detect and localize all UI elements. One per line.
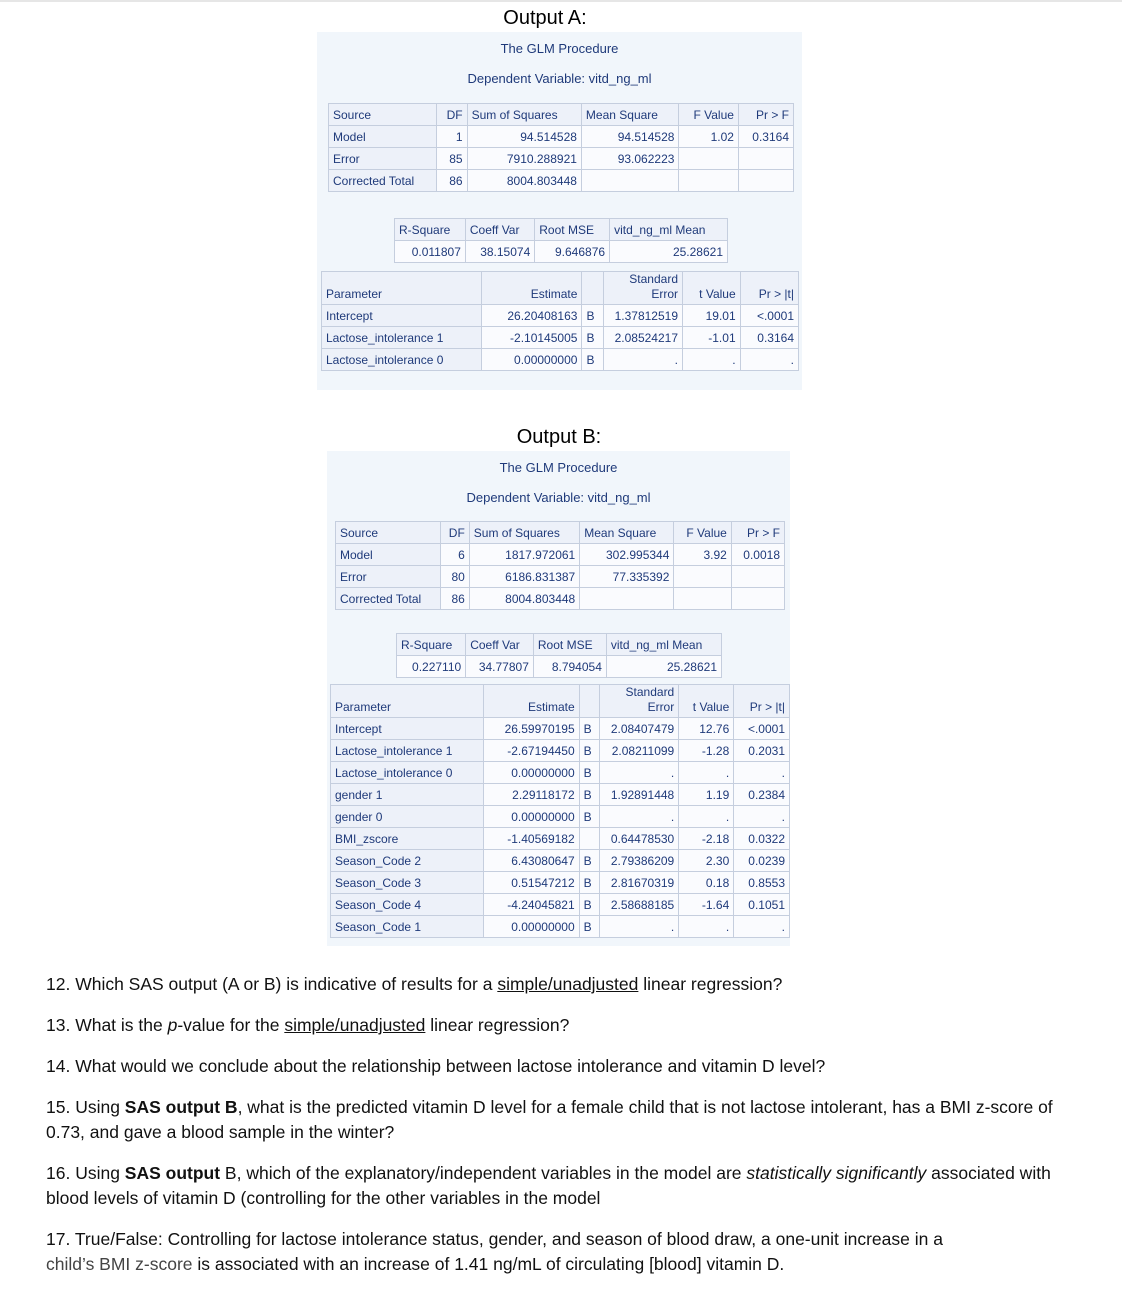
table-row xyxy=(395,241,728,263)
cell: 26.59970195 xyxy=(483,718,579,740)
cell: 1.92891448 xyxy=(600,784,679,806)
question-text: is associated with an increase of 1.41 ng/mL of circulating [blood] vitamin D. xyxy=(192,1254,785,1274)
cell xyxy=(738,148,793,170)
table-row xyxy=(331,718,790,740)
col-header: Root MSE xyxy=(533,634,606,656)
cell: 2.79386209 xyxy=(600,850,679,872)
row-label: gender 0 xyxy=(331,806,484,828)
question-text: 12. Which SAS output (A or B) is indicative of results for a xyxy=(46,974,498,994)
italic-term: p xyxy=(167,1015,178,1035)
cell: 9.646876 xyxy=(535,241,610,263)
cell: . xyxy=(683,349,741,371)
questions-section xyxy=(46,972,1086,1293)
cell: 85 xyxy=(437,148,467,170)
cell: 0.00000000 xyxy=(483,806,579,828)
cell: 6186.831387 xyxy=(469,566,579,588)
cell: 0.3164 xyxy=(740,327,798,349)
col-header: Pr > F xyxy=(731,522,784,544)
row-label: Season_Code 3 xyxy=(331,872,484,894)
row-label: Corrected Total xyxy=(336,588,441,610)
cell: 94.514528 xyxy=(467,126,581,148)
row-label: Model xyxy=(329,126,437,148)
table-row xyxy=(397,656,722,678)
cell: -1.40569182 xyxy=(483,828,579,850)
cell: <.0001 xyxy=(734,718,790,740)
row-label: Lactose_intolerance 1 xyxy=(322,327,482,349)
bold-term: SAS output B xyxy=(124,1097,238,1117)
cell: -1.01 xyxy=(683,327,741,349)
cell: 0.0239 xyxy=(734,850,790,872)
table-header-row xyxy=(329,104,794,126)
cell: . xyxy=(600,806,679,828)
cell xyxy=(731,588,784,610)
output-b-heading: Output B: xyxy=(516,426,602,448)
row-label: Season_Code 1 xyxy=(331,916,484,938)
cell: B xyxy=(582,349,604,371)
cell: 8004.803448 xyxy=(467,170,581,192)
cell: 0.00000000 xyxy=(483,762,579,784)
cell: B xyxy=(579,894,600,916)
cell: B xyxy=(579,850,600,872)
cell: 25.28621 xyxy=(610,241,728,263)
output-b-fit-table xyxy=(396,633,722,678)
col-header: R-Square xyxy=(397,634,466,656)
col-header: Source xyxy=(329,104,437,126)
cell xyxy=(579,828,600,850)
col-header: DF xyxy=(437,104,467,126)
col-header: Pr > F xyxy=(738,104,793,126)
col-header: Estimate xyxy=(482,272,582,305)
table-row xyxy=(336,588,785,610)
question-16 xyxy=(46,1161,1086,1211)
question-13 xyxy=(46,1013,1086,1038)
cell: 12.76 xyxy=(679,718,734,740)
cell: 2.08211099 xyxy=(600,740,679,762)
cell: 0.2384 xyxy=(734,784,790,806)
cell: 77.335392 xyxy=(580,566,674,588)
cell: 26.20408163 xyxy=(482,305,582,327)
table-row xyxy=(331,740,790,762)
row-label: Lactose_intolerance 1 xyxy=(331,740,484,762)
underlined-term: simple/unadjusted xyxy=(497,974,639,994)
top-divider xyxy=(0,0,1122,2)
col-header xyxy=(579,685,600,718)
cell xyxy=(679,170,739,192)
table-row xyxy=(331,894,790,916)
cell: 302.995344 xyxy=(580,544,674,566)
cell: 25.28621 xyxy=(606,656,721,678)
cell: 6 xyxy=(440,544,469,566)
output-a-procedure: The GLM Procedure xyxy=(500,41,619,56)
cell xyxy=(731,566,784,588)
table-row xyxy=(331,828,790,850)
question-text: 16. Using xyxy=(46,1163,125,1183)
output-a-anova-table xyxy=(328,103,794,192)
cell: . xyxy=(604,349,683,371)
row-label: Season_Code 2 xyxy=(331,850,484,872)
cell: B xyxy=(579,916,600,938)
question-text: linear regression? xyxy=(638,974,783,994)
cell: 8004.803448 xyxy=(469,588,579,610)
cell: 86 xyxy=(437,170,467,192)
table-row xyxy=(336,544,785,566)
table-header-row xyxy=(397,634,722,656)
col-header: Root MSE xyxy=(535,219,610,241)
table-header-row xyxy=(336,522,785,544)
cell: 0.51547212 xyxy=(483,872,579,894)
col-header: Coeff Var xyxy=(466,634,534,656)
cell: -2.67194450 xyxy=(483,740,579,762)
cell: 7910.288921 xyxy=(467,148,581,170)
question-15 xyxy=(46,1095,1086,1145)
table-row xyxy=(322,305,799,327)
table-row xyxy=(331,850,790,872)
output-b-procedure: The GLM Procedure xyxy=(499,460,618,475)
row-label: Intercept xyxy=(322,305,482,327)
table-row xyxy=(329,148,794,170)
col-header: Pr > |t| xyxy=(734,685,790,718)
cell xyxy=(580,588,674,610)
cell: 0.64478530 xyxy=(600,828,679,850)
output-a-dependent: Dependent Variable: vitd_ng_ml xyxy=(467,71,652,86)
cell: 93.062223 xyxy=(581,148,679,170)
cell: 3.92 xyxy=(674,544,731,566)
col-header: Standard Error xyxy=(604,272,683,305)
question-text: , what is the predicted vitamin D level for a female child that is not lactose intolerant, has a BMI z-score of 0.73, and gave a blood sample in the winter? xyxy=(46,1097,1053,1142)
col-header: Sum of Squares xyxy=(467,104,581,126)
output-a-heading: Output A: xyxy=(503,7,587,29)
cell: 2.29118172 xyxy=(483,784,579,806)
question-text: B, which of the explanatory/independent variables in the model are xyxy=(220,1163,747,1183)
table-row xyxy=(331,872,790,894)
col-header: Coeff Var xyxy=(465,219,534,241)
cell: -4.24045821 xyxy=(483,894,579,916)
row-label: Model xyxy=(336,544,441,566)
cell: 0.00000000 xyxy=(482,349,582,371)
row-label: BMI_zscore xyxy=(331,828,484,850)
col-header: Sum of Squares xyxy=(469,522,579,544)
col-header: Estimate xyxy=(483,685,579,718)
row-label: Lactose_intolerance 0 xyxy=(331,762,484,784)
table-row xyxy=(336,566,785,588)
col-header: Mean Square xyxy=(580,522,674,544)
cell: B xyxy=(579,762,600,784)
cell: B xyxy=(579,718,600,740)
row-label: Lactose_intolerance 0 xyxy=(322,349,482,371)
cell: 0.00000000 xyxy=(483,916,579,938)
cell: -2.18 xyxy=(679,828,734,850)
cell: B xyxy=(582,327,604,349)
table-header-row xyxy=(395,219,728,241)
cell: B xyxy=(579,872,600,894)
cell: 8.794054 xyxy=(533,656,606,678)
question-text: 13. What is the xyxy=(46,1015,168,1035)
question-12 xyxy=(46,972,1086,997)
cell: B xyxy=(579,784,600,806)
cell: -2.10145005 xyxy=(482,327,582,349)
cell: 0.0322 xyxy=(734,828,790,850)
italic-term: statistically significantly xyxy=(746,1163,927,1183)
cell: 1.02 xyxy=(679,126,739,148)
cell xyxy=(679,148,739,170)
cell xyxy=(674,588,731,610)
output-a-fit-table xyxy=(394,218,728,263)
cell: 0.18 xyxy=(679,872,734,894)
col-header: vitd_ng_ml Mean xyxy=(606,634,721,656)
cell: B xyxy=(579,740,600,762)
cell: 1.37812519 xyxy=(604,305,683,327)
row-label: Error xyxy=(329,148,437,170)
col-header: t Value xyxy=(679,685,734,718)
question-text: linear regression? xyxy=(425,1015,570,1035)
cell: 2.08407479 xyxy=(600,718,679,740)
col-header: DF xyxy=(440,522,469,544)
col-header: Standard Error xyxy=(600,685,679,718)
cell: . xyxy=(679,762,734,784)
row-label: Season_Code 4 xyxy=(331,894,484,916)
cell: 86 xyxy=(440,588,469,610)
cell: 2.81670319 xyxy=(600,872,679,894)
cell: 38.15074 xyxy=(465,241,534,263)
question-text: 14. What would we conclude about the relationship between lactose intolerance and vitamin D level? xyxy=(46,1056,826,1076)
cell: . xyxy=(679,806,734,828)
cell: 1817.972061 xyxy=(469,544,579,566)
bold-term: SAS output xyxy=(124,1163,221,1183)
output-b-dependent: Dependent Variable: vitd_ng_ml xyxy=(466,490,651,505)
cell: -1.28 xyxy=(679,740,734,762)
cell: 0.227110 xyxy=(397,656,466,678)
cell: 1 xyxy=(437,126,467,148)
cell: 80 xyxy=(440,566,469,588)
table-row xyxy=(331,784,790,806)
table-row xyxy=(329,170,794,192)
col-header: F Value xyxy=(674,522,731,544)
cell: 0.3164 xyxy=(738,126,793,148)
cell: 6.43080647 xyxy=(483,850,579,872)
cell: . xyxy=(600,762,679,784)
question-text: 17. True/False: Controlling for lactose intolerance status, gender, and season of blood draw, a one-unit increase in a xyxy=(46,1229,943,1249)
cell: . xyxy=(740,349,798,371)
cell: 34.77807 xyxy=(466,656,534,678)
col-header: Source xyxy=(336,522,441,544)
col-header: Pr > |t| xyxy=(740,272,798,305)
cell: . xyxy=(679,916,734,938)
cell: . xyxy=(734,806,790,828)
question-text: associated with blood levels of vitamin D (controlling for the other variables in the model xyxy=(46,1163,1051,1208)
cell: 0.8553 xyxy=(734,872,790,894)
cell: 2.30 xyxy=(679,850,734,872)
table-row xyxy=(329,126,794,148)
cell: . xyxy=(600,916,679,938)
table-header-row xyxy=(331,685,790,718)
cell: <.0001 xyxy=(740,305,798,327)
cell: . xyxy=(734,762,790,784)
cell: 2.08524217 xyxy=(604,327,683,349)
table-row xyxy=(322,327,799,349)
output-a-params-table xyxy=(321,271,799,371)
question-17 xyxy=(46,1227,1086,1277)
cell xyxy=(581,170,679,192)
col-header: Parameter xyxy=(331,685,484,718)
cell: 2.58688185 xyxy=(600,894,679,916)
col-header: t Value xyxy=(683,272,741,305)
cell xyxy=(738,170,793,192)
col-header: Parameter xyxy=(322,272,482,305)
cell: -1.64 xyxy=(679,894,734,916)
underlined-term: simple/unadjusted xyxy=(284,1015,426,1035)
question-text: child’s BMI z-score xyxy=(46,1254,193,1274)
output-b-anova-table xyxy=(335,521,785,610)
col-header xyxy=(582,272,604,305)
cell: 0.1051 xyxy=(734,894,790,916)
cell: . xyxy=(734,916,790,938)
table-row xyxy=(331,806,790,828)
col-header: Mean Square xyxy=(581,104,679,126)
cell: B xyxy=(579,806,600,828)
row-label: Intercept xyxy=(331,718,484,740)
cell: 94.514528 xyxy=(581,126,679,148)
question-text: -value for the xyxy=(177,1015,285,1035)
table-header-row xyxy=(322,272,799,305)
cell: B xyxy=(582,305,604,327)
row-label: Error xyxy=(336,566,441,588)
row-label: Corrected Total xyxy=(329,170,437,192)
table-row xyxy=(322,349,799,371)
col-header: R-Square xyxy=(395,219,466,241)
cell: 0.011807 xyxy=(395,241,466,263)
cell xyxy=(674,566,731,588)
table-row xyxy=(331,916,790,938)
question-text: 15. Using xyxy=(46,1097,125,1117)
col-header: vitd_ng_ml Mean xyxy=(610,219,728,241)
cell: 1.19 xyxy=(679,784,734,806)
question-14 xyxy=(46,1054,1086,1079)
table-row xyxy=(331,762,790,784)
cell: 19.01 xyxy=(683,305,741,327)
cell: 0.0018 xyxy=(731,544,784,566)
output-b-params-table xyxy=(330,684,790,938)
col-header: F Value xyxy=(679,104,739,126)
cell: 0.2031 xyxy=(734,740,790,762)
row-label: gender 1 xyxy=(331,784,484,806)
